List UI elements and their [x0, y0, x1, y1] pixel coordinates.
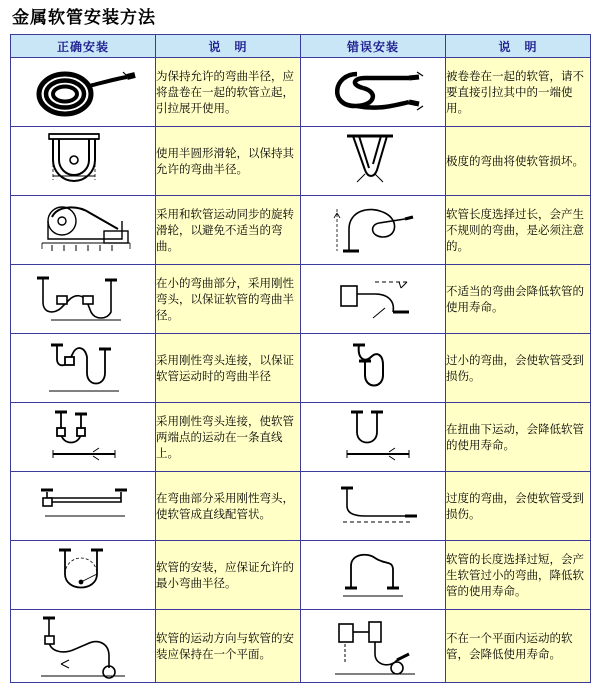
table-row: [11, 403, 591, 472]
column-header-wrong-installation: 错误安装: [301, 35, 446, 58]
column-header-correct-installation: 正确安装: [11, 35, 156, 58]
table-header-row: [11, 35, 591, 58]
figure-hose-too-long-irregular-bend: [301, 196, 446, 265]
description-wrong: 不适当的弯曲会降低软管的使用寿命。: [446, 265, 591, 334]
figure-coiled-hose-pulled-straight: [301, 58, 446, 127]
description-wrong: 软管的长度选择过短，会产生软管过小的弯曲，降低软管的使用寿命。: [446, 541, 591, 610]
description-correct: 在弯曲部分采用刚性弯头，使软管成直线配管状。: [156, 472, 301, 541]
figure-hose-motion-out-of-plane: [301, 610, 446, 683]
table-row: [11, 334, 591, 403]
hose-installation-table: [10, 34, 591, 683]
description-wrong: 过度的弯曲，会使软管受到损伤。: [446, 472, 591, 541]
figure-excessive-bend-damage-elbow: [301, 472, 446, 541]
figure-rigid-elbow-connection-u-shape: [11, 334, 156, 403]
description-wrong: 被卷卷在一起的软管，请不要直接引拉其中的一端使用。: [446, 58, 591, 127]
figure-hose-too-long-small-bend: [301, 541, 446, 610]
page-title: 金属软管安装方法: [12, 8, 156, 28]
table-row: [11, 265, 591, 334]
description-wrong: 过小的弯曲，会使软管受到损伤。: [446, 334, 591, 403]
table-row: [11, 541, 591, 610]
description-wrong: 在扭曲下运动，会降低软管的使用寿命。: [446, 403, 591, 472]
table-body: [11, 58, 591, 683]
description-correct: 为保持允许的弯曲半径，应将盘卷在一起的软管立起，引拉展开使用。: [156, 58, 301, 127]
description-correct: 软管的安装，应保证允许的最小弯曲半径。: [156, 541, 301, 610]
table-header: [11, 35, 591, 58]
column-header-correct-description: 说 明: [156, 35, 301, 58]
description-wrong: 不在一个平面内运动的软管，会降低使用寿命。: [446, 610, 591, 683]
figure-rigid-elbow-straight-piping: [11, 472, 156, 541]
description-correct: 采用刚性弯头连接，使软管两端点的运动在一条直线上。: [156, 403, 301, 472]
figure-rigid-elbows-both-ends-straight-line: [11, 403, 156, 472]
figure-hose-on-synchronized-rotating-sheave: [11, 196, 156, 265]
description-correct: 使用半圆形滑轮，以保持其允许的弯曲半径。: [156, 127, 301, 196]
table-row: [11, 472, 591, 541]
figure-hose-motion-same-plane-as-installation: [11, 610, 156, 683]
figure-hose-installed-min-bend-radius: [11, 541, 156, 610]
figure-rigid-elbow-at-small-bend: [11, 265, 156, 334]
figure-coiled-hose-vertical-reel: [11, 58, 156, 127]
table-row: [11, 127, 591, 196]
column-header-wrong-description: 说 明: [446, 35, 591, 58]
figure-hose-moving-under-torsion: [301, 403, 446, 472]
description-correct: 采用和软管运动同步的旋转滑轮，以避免不适当的弯曲。: [156, 196, 301, 265]
figure-improper-bend-shortens-life: [301, 265, 446, 334]
description-wrong: 软管长度选择过长，会产生不规则的弯曲，是必须注意的。: [446, 196, 591, 265]
description-correct: 在小的弯曲部分，采用刚性弯头，以保证软管的弯曲半径。: [156, 265, 301, 334]
figure-too-small-bend-radius-u: [301, 334, 446, 403]
description-wrong: 极度的弯曲将使软管损坏。: [446, 127, 591, 196]
table-row: [11, 58, 591, 127]
figure-hose-over-semicircular-sheave: [11, 127, 156, 196]
description-correct: 软管的运动方向与软管的安装应保持在一个平面。: [156, 610, 301, 683]
description-correct: 采用刚性弯头连接，以保证软管运动时的弯曲半径: [156, 334, 301, 403]
figure-hose-sharp-v-bend: [301, 127, 446, 196]
table-row: [11, 610, 591, 683]
table-row: [11, 196, 591, 265]
